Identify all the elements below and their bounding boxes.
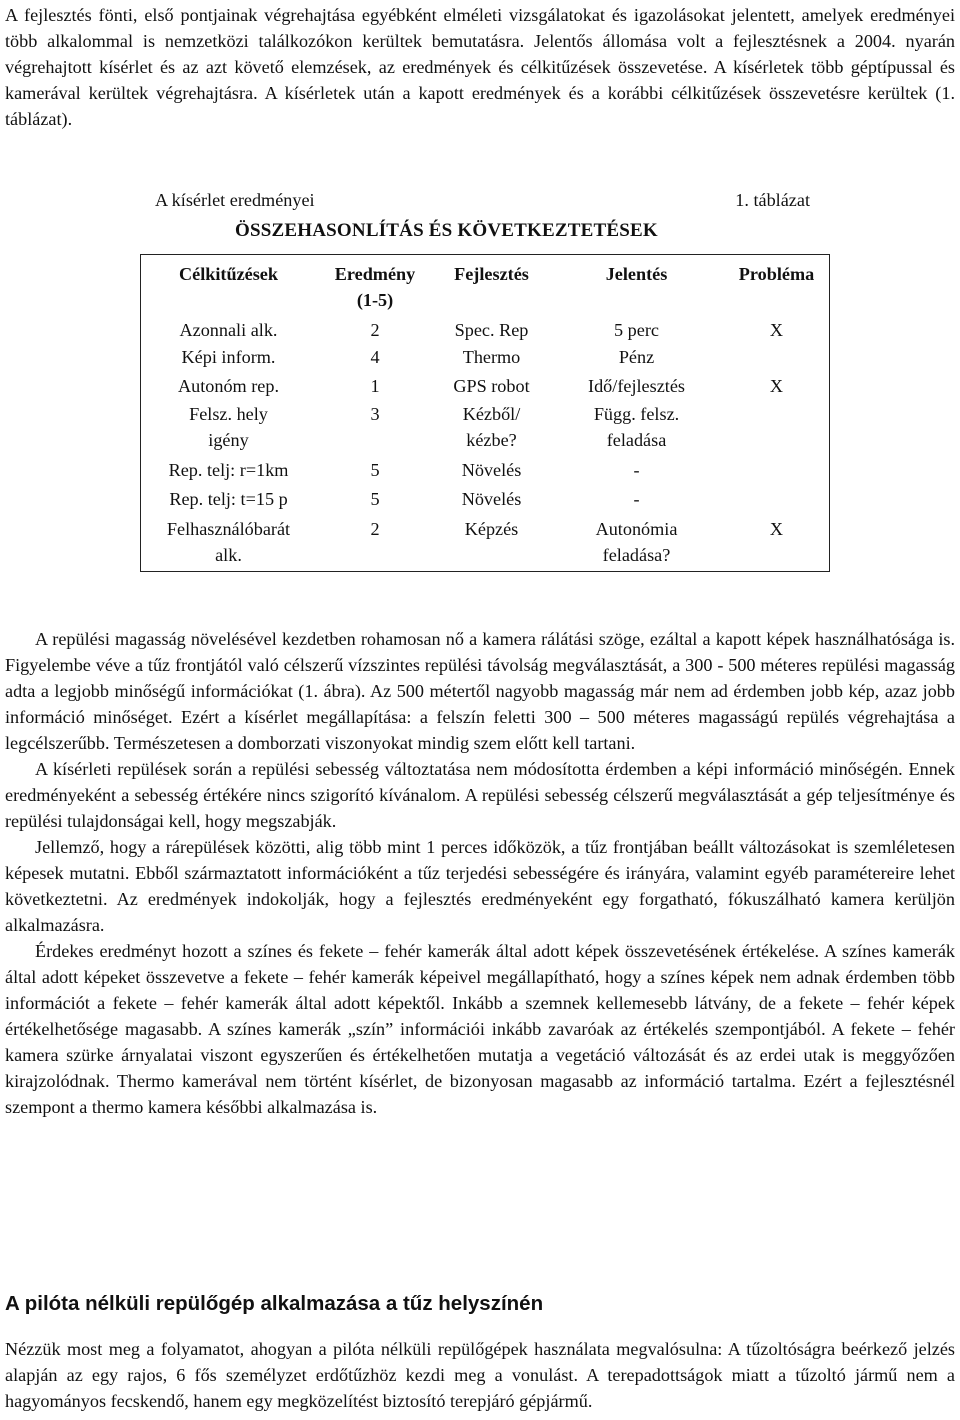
- table-number: 1. táblázat: [735, 190, 810, 210]
- paragraph: A repülési magasság növelésével kezdetben rohamosan nő a kamera rálátási szöge, ezáltal a kapott képek használhatósága is. Figyelembe véve a tűz frontjától való célszerű vízszintes repülési távolság megválasztását, a 300 - 500 méteres repülési magasság adta a legjobb minőségű információkat (1. ábra). Az 500 métertől nagyobb magasság már nem ad érdemben jobb kép, azaz jobb információ minőséget. Ezért a kísérlet megállapítása: a felszín feletti 300 – 500 méteres magasságú repülés végrehajtása a legcélszerűbb. Természetesen a domborzati viszonyokat mindig szem előtt kell tartani.: [5, 629, 955, 753]
- cell-report-line2: feladása?: [602, 545, 671, 565]
- cell-report: Pénz: [618, 347, 655, 367]
- cell-goal-line1: Felhasználóbarát: [166, 519, 291, 539]
- cell-goal: Rep. telj: r=1km: [168, 460, 289, 480]
- header-jelentes: Jelentés: [605, 264, 668, 284]
- cell-goal: Rep. telj: t=15 p: [169, 489, 288, 509]
- intro-paragraph: A fejlesztés fönti, első pontjainak végrehajtása egyébként elméleti vizsgálatokat és igazolásokat jelentett, amelyek eredményei több alkalommal is nemzetközi találkozókon kerültek bemutatásra. Jelentős állomása volt a fejlesztésnek a 2004. nyarán végrehajtott kísérlet és az azt követő elemzések, az eredmények és célkitűzések összevetése. A kísérletek több géptípussal és kamerával kerültek végrehajtásra. A kísérletek után a kapott eredmények és a korábbi célkitűzések összevetésre kerültek (1. táblázat).: [5, 5, 955, 129]
- cell-result: 2: [370, 519, 380, 539]
- cell-development: Növelés: [461, 460, 522, 480]
- cell-goal: Autonóm rep.: [177, 376, 280, 396]
- cell-result: 3: [370, 404, 380, 424]
- paragraph: Jellemző, hogy a rárepülések közötti, alig több mint 1 perces időközök, a tűz frontjában beállt változásokat is szemléletesen képesek mutatni. Ebből származtatott információként a tűz terjedési sebességére és irányára, valamint egyéb paramétereire lehet következtetni. Az eredmények indokolják, hogy a fejlesztés eredményeként egy forgatható, fókuszálható kamera kerüljön alkalmazásra.: [5, 837, 955, 935]
- cell-goal: [141, 401, 316, 453]
- header-eredmeny-line2: (1-5): [356, 290, 394, 310]
- section-paragraph: Nézzük most meg a folyamatot, ahogyan a pilóta nélküli repülőgépek használata megvalósulna: A tűzoltóságra beérkező jelzés alapján az egy rajos, 6 fős személyzet erdőtűzhöz kezdi meg a vonulást. A terepadottságok miatt a tűzoltó jármű nem a hagyományos fecskendő, hanem egy megközelítést biztosító terepjáró gépjármű.: [5, 1339, 955, 1411]
- cell-report: -: [633, 460, 640, 480]
- header-celkituzesek: Célkitűzések: [178, 264, 278, 284]
- section-heading: A pilóta nélküli repülőgép alkalmazása a tűz helyszínén: [5, 1292, 544, 1315]
- cell-development: GPS robot: [453, 376, 530, 396]
- cell-development: Spec. Rep: [454, 320, 529, 340]
- cell-development: Képzés: [464, 519, 519, 539]
- cell-report-line1: Függ. felsz.: [593, 404, 680, 424]
- cell-report: 5 perc: [614, 320, 659, 340]
- cell-development: Thermo: [462, 347, 521, 367]
- cell-development: Növelés: [461, 489, 522, 509]
- cell-result: 4: [370, 347, 380, 367]
- header-fejlesztes: Fejlesztés: [454, 264, 529, 284]
- table-title: ÖSSZEHASONLÍTÁS ÉS KÖVETKEZTETÉSEK: [235, 220, 658, 241]
- cell-result: 2: [370, 320, 380, 340]
- cell-report-line2: feladása: [606, 430, 667, 450]
- cell-problem: X: [769, 320, 784, 340]
- cell-development-line2: kézbe?: [466, 430, 517, 450]
- cell-problem: X: [769, 519, 784, 539]
- header-problema: Probléma: [738, 264, 815, 284]
- cell-result: 1: [370, 376, 380, 396]
- paragraph: A kísérleti repülések során a repülési sebesség változtatása nem módosította érdemben a képi információ minőségén. Ennek eredményeként a sebesség értékére nincs szigorító kívánalom. A repülési sebesség célszerű megválasztását a gép teljesítménye és repülési tulajdonságai kell, hogy megszabják.: [5, 759, 955, 831]
- table-caption-label: A kísérlet eredményei: [155, 190, 315, 210]
- cell-development: [434, 401, 549, 453]
- cell-report: [549, 516, 724, 568]
- cell-problem: X: [769, 376, 784, 396]
- cell-goal: Azonnali alk.: [179, 320, 278, 340]
- cell-goal: Képi inform.: [181, 347, 276, 367]
- cell-report: [549, 401, 724, 453]
- cell-goal: [141, 516, 316, 568]
- results-table: [140, 254, 830, 572]
- header-eredmeny-line1: Eredmény: [334, 264, 416, 284]
- cell-goal-line1: Felsz. hely: [189, 404, 268, 424]
- paragraph: Érdekes eredményt hozott a színes és fekete – fehér kamerák által adott képek összevetésének értékelése. A színes kamerák által adott képeket összevetve a fekete – fehér kamerák képeivel megállapítható, hogy a színes képek nem adnak érdemben több információt a fekete – fehér kamerák által adott képektől. Inkább a szemnek kellemesebb látvány, de a fekete – fehér képek értékelhetősége magasabb. A színes kamerák „szín” információi inkább zavaróak az értékelés szempontjából. A fekete – fehér kamera szürke árnyalatai viszont egyszerűen és értékelhetően mutatja a vegetáció változását és az erdei utak is meggyőzően kirajzolódnak. Thermo kamerával nem történt kísérlet, de bizonyosan magasabb az információ tartalma. Ezért a fejlesztésnél szempont a thermo kamera későbbi alkalmazása is.: [5, 941, 955, 1117]
- cell-report: Idő/fejlesztés: [588, 376, 685, 396]
- header-eredmeny: [316, 261, 434, 313]
- body-text: [5, 626, 955, 1120]
- table-caption: [155, 190, 810, 214]
- cell-development-line1: Kézből/: [462, 404, 521, 424]
- cell-goal-line2: igény: [208, 430, 249, 450]
- cell-report-line1: Autonómia: [595, 519, 678, 539]
- cell-result: 5: [370, 460, 380, 480]
- cell-report: -: [633, 489, 640, 509]
- cell-goal-line2: alk.: [215, 545, 242, 565]
- cell-result: 5: [370, 489, 380, 509]
